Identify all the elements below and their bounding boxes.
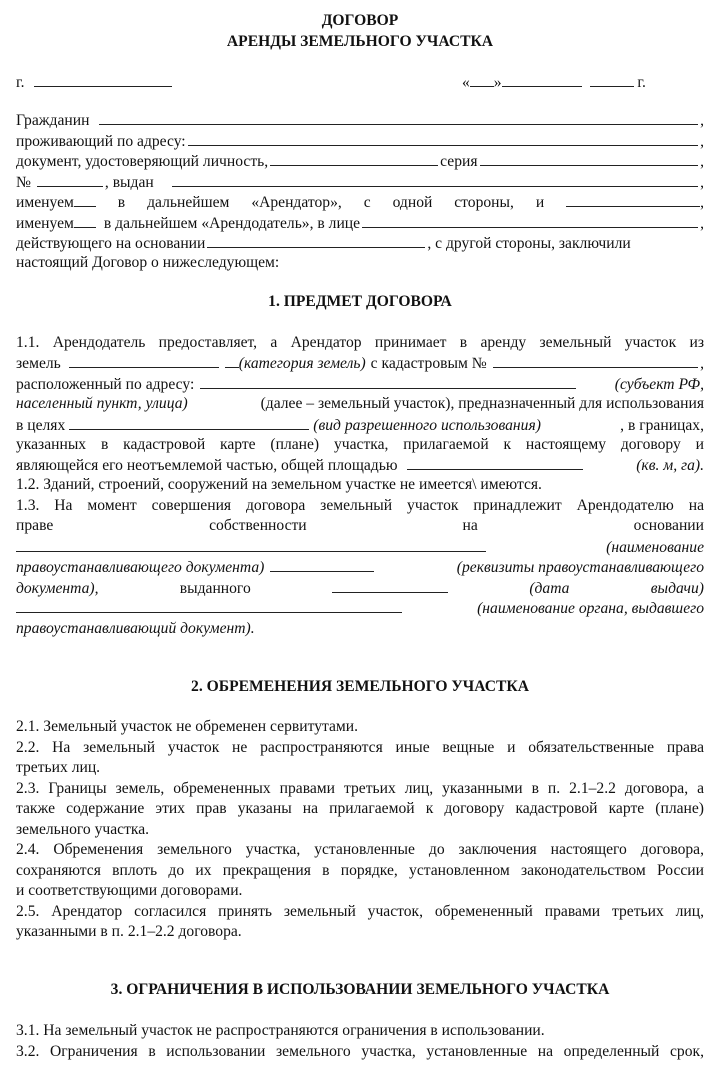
- p22-line-2: третьих лиц.: [16, 759, 101, 776]
- month-blank: [502, 72, 582, 87]
- date-group: « » г.: [462, 74, 646, 91]
- p11-line-3: расположенный по адресу: (субъект РФ,: [16, 376, 704, 393]
- p31-line: 3.1. На земельный участок не распространяются ограничения в использовании.: [16, 1022, 545, 1039]
- year-suffix: г.: [637, 74, 646, 91]
- citizen-line: Гражданин ,: [16, 112, 704, 129]
- doc-title-line-2: АРЕНДЫ ЗЕМЕЛЬНОГО УЧАСТКА: [226, 33, 494, 50]
- p11-line-1: 1.1. Арендодатель предоставляет, а Арендатор принимает в аренду земельный участок из: [16, 334, 704, 351]
- doc-title-line-1: ДОГОВОР: [321, 12, 399, 29]
- section-2-heading: 2. ОБРЕМЕНЕНИЯ ЗЕМЕЛЬНОГО УЧАСТКА: [191, 678, 529, 695]
- p25-line-2: указанными в п. 2.1–2.2 договора.: [16, 923, 242, 940]
- number-issued-line: № , выдан ,: [16, 174, 704, 191]
- p13-line-5: документа), выданного (дата выдачи): [16, 580, 704, 597]
- p11-line-5: в целях (вид разрешенного использования) , в границах,: [16, 417, 704, 434]
- landlord-line: именуем в дальнейшем «Арендодатель», в лице ,: [16, 215, 704, 232]
- p11-line-6: указанных в кадастровой карте (плане) участка, прилагаемой к настоящему договору и: [16, 436, 704, 453]
- p13-line-7: правоустанавливающий документ).: [16, 620, 255, 637]
- year-blank: [590, 72, 634, 87]
- acting-line-2: настоящий Договор о нижеследующем:: [16, 254, 280, 271]
- p23-line-2: также содержание этих прав указаны на прилагаемой к договору кадастровой карте (плане): [16, 800, 704, 817]
- p11-line-2: земель (категория земель) с кадастровым № ,: [16, 355, 704, 372]
- tenant-line: именуем в дальнейшем «Арендатор», с одной стороны, и ,: [16, 194, 705, 211]
- p32-line: 3.2. Ограничения в использовании земельного участка, установленные на определенный срок,: [16, 1043, 704, 1060]
- p13-line-1: 1.3. На момент совершения договора земельный участок принадлежит Арендодателю на: [16, 497, 704, 514]
- city-prefix: г.: [16, 74, 25, 91]
- day-blank: [470, 72, 494, 87]
- p13-line-3: (наименование: [16, 537, 704, 558]
- p13-line-4: правоустанавливающего документа) (реквизиты правоустанавливающего: [16, 559, 704, 576]
- p24-line-2: сохраняются вплоть до их прекращения в порядке, установленном законодательством России: [16, 862, 704, 879]
- address-line: проживающий по адресу: ,: [16, 133, 704, 150]
- p11-line-7: являющейся его неотъемлемой частью, общей площадью (кв. м, га).: [16, 457, 704, 474]
- p21-line: 2.1. Земельный участок не обременен сервитутами.: [16, 718, 359, 735]
- p13-line-6: (наименование органа, выдавшего: [16, 598, 704, 619]
- document-line: документ, удостоверяющий личность, серия ,: [16, 153, 704, 170]
- acting-line: действующего на основании , с другой стороны, заключили: [16, 235, 631, 252]
- section-1-heading: 1. ПРЕДМЕТ ДОГОВОРА: [268, 293, 452, 310]
- section-3-heading: 3. ОГРАНИЧЕНИЯ В ИСПОЛЬЗОВАНИИ ЗЕМЕЛЬНОГО УЧАСТКА: [110, 981, 610, 998]
- p23-line-3: земельного участка.: [16, 821, 150, 838]
- p23-line-1: 2.3. Границы земель, обремененных правами третьих лиц, указанными в п. 2.1–2.2 договора, а: [16, 780, 704, 797]
- p25-line-1: 2.5. Арендатор согласился принять земельный участок, обремененный правами третьих лиц,: [16, 903, 704, 920]
- city-date-line: [16, 72, 704, 93]
- p12-line: 1.2. Зданий, строений, сооружений на земельном участке не имеется\ имеются.: [16, 476, 542, 493]
- p11-line-4: населенный пункт, улица) (далее – земельный участок), предназначенный для использования: [16, 395, 704, 412]
- p13-line-2: праве собственности на основании: [16, 517, 704, 534]
- city-blank: [34, 72, 172, 87]
- p22-line-1: 2.2. На земельный участок не распространяются иные вещные и обязательственные права: [16, 739, 704, 756]
- p24-line-1: 2.4. Обременения земельного участка, установленные до заключения настоящего договора,: [16, 841, 704, 858]
- p24-line-3: и соответствующими договорами.: [16, 882, 243, 899]
